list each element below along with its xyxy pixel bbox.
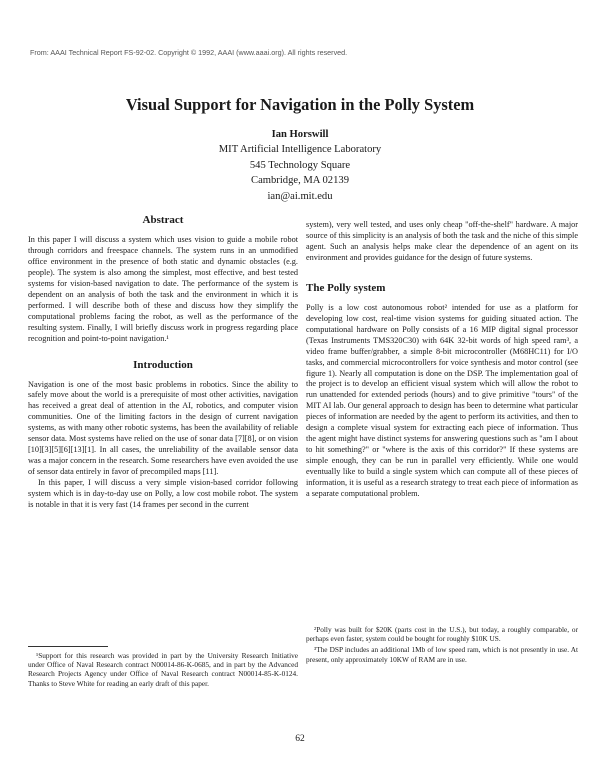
abstract-text: In this paper I will discuss a system which uses vision to guide a mobile robot through corridors and freespace channels. The system runs in an unmodified office environment in the presence of both static and dynamic obstacles (e.g. people). The system is also among the simplest, most effective, and best tested systems for vision-based navigation to date. The performance of the system is dependent on an analysis of both the task and the environment in which it is performed. I will describe both of these and discuss how they simplify the computational problems facing the robot, as well as the performance of the resulting system. Finally, I will briefly discuss work in progress regarding place recognition and point-to-point navigation.¹ (28, 235, 298, 343)
author-affiliation: MIT Artificial Intelligence Laboratory (218, 144, 382, 156)
right-column (306, 220, 578, 500)
introduction-heading: Introduction (133, 358, 193, 371)
paper-title: Visual Support for Navigation in the Polly System (125, 95, 475, 114)
author-city: Cambridge, MA 02139 (251, 175, 349, 187)
polly-system-heading: The Polly system (306, 281, 386, 294)
page-number: 62 (295, 734, 305, 744)
author-email: ian@ai.mit.edu (267, 190, 333, 202)
continuation-paragraph: system), very well tested, and uses only cheap "off-the-shelf" hardware. A major source of this simplicity is an analysis of both the task and the niche of this simple agent. Such an analysis helps make clear the dependence of an agent on its environment and provides guidance for the design of future systems. (306, 220, 578, 262)
introduction-paragraph-1: Navigation is one of the most basic problems in robotics. Since the ability to safely move about the world is a prerequisite of most other activities, navigation has received a great deal of attention in the AI, robotics, and computer vision communities. One of the limiting factors in the design of current navigation systems, as with many other robotic systems, has been the availability of reliable sensor data. Most systems have relied on the use of sonar data [7][8], or on vision [10][3][5][6][13][1]. In all cases, the unreliability of the available sensor data was a major concern in the research. Some researchers have even avoided the use of sensor data entirely in favor of precompiled maps [11]. (28, 379, 298, 477)
abstract-heading: Abstract (142, 214, 184, 226)
copyright-notice: From: AAAI Technical Report FS-92-02. Copyright © 1992, AAAI (www.aaai.org). All rights reserved. (30, 48, 348, 57)
author-street: 545 Technology Square (249, 159, 351, 171)
footnote-2: ²Polly was built for $20K (parts cost in the U.S.), but today, a roughly comparable, or perhaps even faster, system could be bought for roughly $10K US. (306, 625, 578, 644)
footnote-rule (28, 646, 108, 647)
footnotes-left (28, 646, 298, 690)
author-name: Ian Horswill (271, 129, 329, 140)
footnotes-right (306, 625, 578, 666)
left-column (28, 214, 298, 511)
polly-system-paragraph: Polly is a low cost autonomous robot² intended for use as a platform for developing low cost, real-time vision systems for guiding situated action. The computational hardware on Polly consists of a 16 MIP digital signal processor (Texas Instruments TMS320C30) with 64K 32-bit words of high speed ram³, a video frame buffer/grabber, a simple 8-bit microcontroller (M68HC11) for I/O tasks, and commercial microcontrollers for voice synthesis and motor control (see figure 1). Nearly all computation is done on the DSP. The implementation goal of the project is to develop an efficient visual system which will allow the robot to run unattended for extended periods (hours) and to give primitive "tours" of the MIT AI lab. Our general approach to design has been to determine what particular pieces of information are needed by the agent to perform its activities, and then to design a complete visual system for extracting each piece of information. Thus the agent might have distinct systems for answering questions such as "am I about to hit something?" or "where is the axis of this corridor?" If these systems are simple enough, they can be run in parallel very efficiently. While one would eventually like to build a single system which can compute all of these pieces of information, it is useful as a research strategy to treat each piece of information as a separate computational problem. (306, 302, 578, 499)
introduction-paragraph-2: In this paper, I will discuss a very simple vision-based corridor following system which is in day-to-day use on Polly, a low cost mobile robot. The system is notable in that it is very fast (14 frames per second in the current (28, 478, 298, 510)
footnote-3: ³The DSP includes an additional 1Mb of low speed ram, which is not presently in use. At present, only approximately 10KW of RAM are in use. (306, 645, 578, 664)
author-block (0, 127, 600, 204)
footnote-1: ¹Support for this research was provided in part by the University Research Initiative under Office of Naval Research contract N00014-86-K-0685, and in part by the Advanced Research Projects Agency under Office of Naval Research contract N00014-85-K-0124. Thanks to Steve White for reading an early draft of this paper. (28, 651, 298, 688)
